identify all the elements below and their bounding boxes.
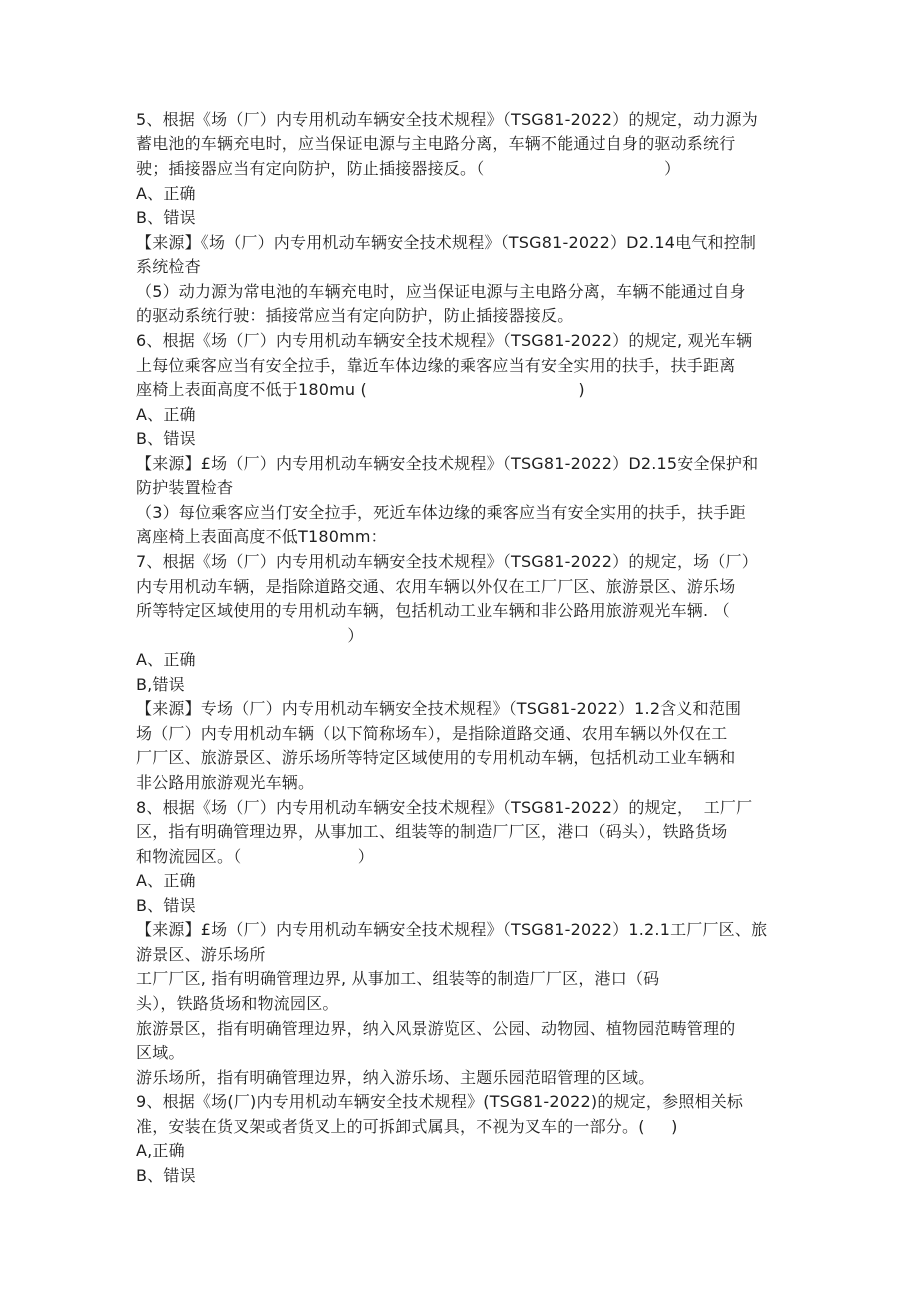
text-line: 场（厂）内专用机动车辆（以下简称场车），是指除道路交通、农用车辆以外仅在工: [136, 724, 728, 743]
text-line: （3）每位乘客应当仃安全拉手，死近车体边缘的乘客应当有安全实用的扶手，扶手距: [136, 503, 746, 522]
text-line: 头），铁路货场和物流园区。: [136, 994, 339, 1013]
text-line: 5、根据《场（厂）内专用机动车辆安全技术规程》（TSG81-2022）的规定，动力源为: [136, 110, 758, 129]
text-line: 旅游景区，指有明确管理边界，纳入风景游览区、公园、动物园、植物园范畴管理的: [136, 1019, 736, 1038]
option-b: B、错误: [136, 896, 196, 915]
text-line: 驶；插接器应当有定向防护，防止插接器接反。（ ）: [136, 159, 681, 178]
text-line: 工厂厂区, 指有明确管理边界, 从事加工、组装等的制造厂厂区，港口（码: [136, 969, 660, 988]
option-a: A、正确: [136, 184, 196, 203]
option-a: A、正确: [136, 650, 196, 669]
text-line: 7、根据《场（厂）内专用机动车辆安全技术规程》（TSG81-2022）的规定，场（厂）: [136, 552, 758, 571]
text-line: 系统检杳: [136, 257, 201, 276]
source-line: 【来源】£场（厂）内专用机动车辆安全技术规程》（TSG81-2022）1.2.1工厂厂区、旅: [136, 920, 768, 939]
text-line: 内专用机动车辆，是指除道路交通、农用车辆以外仅在工厂厂区、旅游景区、游乐场: [136, 577, 736, 596]
text-line: 准，安装在货叉架或者货叉上的可拆卸式属具，不视为叉车的一部分。( ): [136, 1117, 678, 1136]
text-line: 蓄电池的车辆充电时，应当保证电源与主电路分离，车辆不能通过自身的驱动系统行: [136, 134, 736, 153]
option-a: A,正确: [136, 1141, 185, 1160]
text-line: 非公路用旅游观光车辆。: [136, 773, 315, 792]
text-line: 9、根据《场(厂)内专用机动车辆安全技术规程》(TSG81-2022)的规定，参照相关标: [136, 1092, 744, 1111]
text-line: 厂厂区、旅游景区、游乐场所等特定区域使用的专用机动车辆，包括机动工业车辆和: [136, 748, 736, 767]
text-line: 6、根据《场（厂）内专用机动车辆安全技术规程》（TSG81-2022）的规定, 观光车辆: [136, 331, 753, 350]
text-line: 区，指有明确管理边界，从事加工、组装等的制造厂厂区，港口（码头），铁路货场: [136, 822, 728, 841]
option-b: B、错误: [136, 429, 196, 448]
option-b: B,错误: [136, 675, 185, 694]
text-line: 游景区、游乐场所: [136, 945, 266, 964]
text-line: 所等特定区域使用的专用机动车辆，包括机动工业车辆和非公路用旅游观光车辆. （: [136, 601, 730, 620]
option-a: A、正确: [136, 405, 196, 424]
text-line: 区域。: [136, 1043, 185, 1062]
source-line: 【来源】专场（厂）内专用机动车辆安全技术规程》（TSG81-2022）1.2含义和范围: [136, 699, 742, 718]
text-line: （5）动力源为常电池的车辆充电时，应当保证电源与主电路分离，车辆不能通过自身: [136, 282, 746, 301]
text-line: 的驱动系统行驶：插接常应当有定向防护，防止插接器接反。: [136, 306, 574, 325]
option-b: B、错误: [136, 208, 196, 227]
text-line: 8、根据《场（厂）内专用机动车辆安全技术规程》（TSG81-2022）的规定， 工厂厂: [136, 798, 753, 817]
text-line: 离座椅上表面高度不低T180mm：: [136, 527, 387, 546]
text-line: 游乐场所，指有明确管理边界，纳入游乐场、主题乐园范昭管理的区域。: [136, 1068, 655, 1087]
text-line: 上每位乘客应当有安全拉手，靠近车体边缘的乘客应当有安全实用的扶手，扶手距离: [136, 356, 736, 375]
text-line: 防护装置检杳: [136, 478, 234, 497]
source-line: 【来源】《场（厂）内专用机动车辆安全技术规程》（TSG81-2022）D2.14电气和控制: [136, 233, 757, 252]
text-line: 和物流园区。（ ）: [136, 847, 374, 866]
option-b: B、错误: [136, 1166, 196, 1185]
option-a: A、正确: [136, 871, 196, 890]
text-line: 座椅上表面高度不低于180mu ( ): [136, 380, 585, 399]
text-line: ）: [136, 626, 364, 645]
source-line: 【来源】£场（厂）内专用机动车辆安全技术规程》（TSG81-2022）D2.15安全保护和: [136, 454, 759, 473]
